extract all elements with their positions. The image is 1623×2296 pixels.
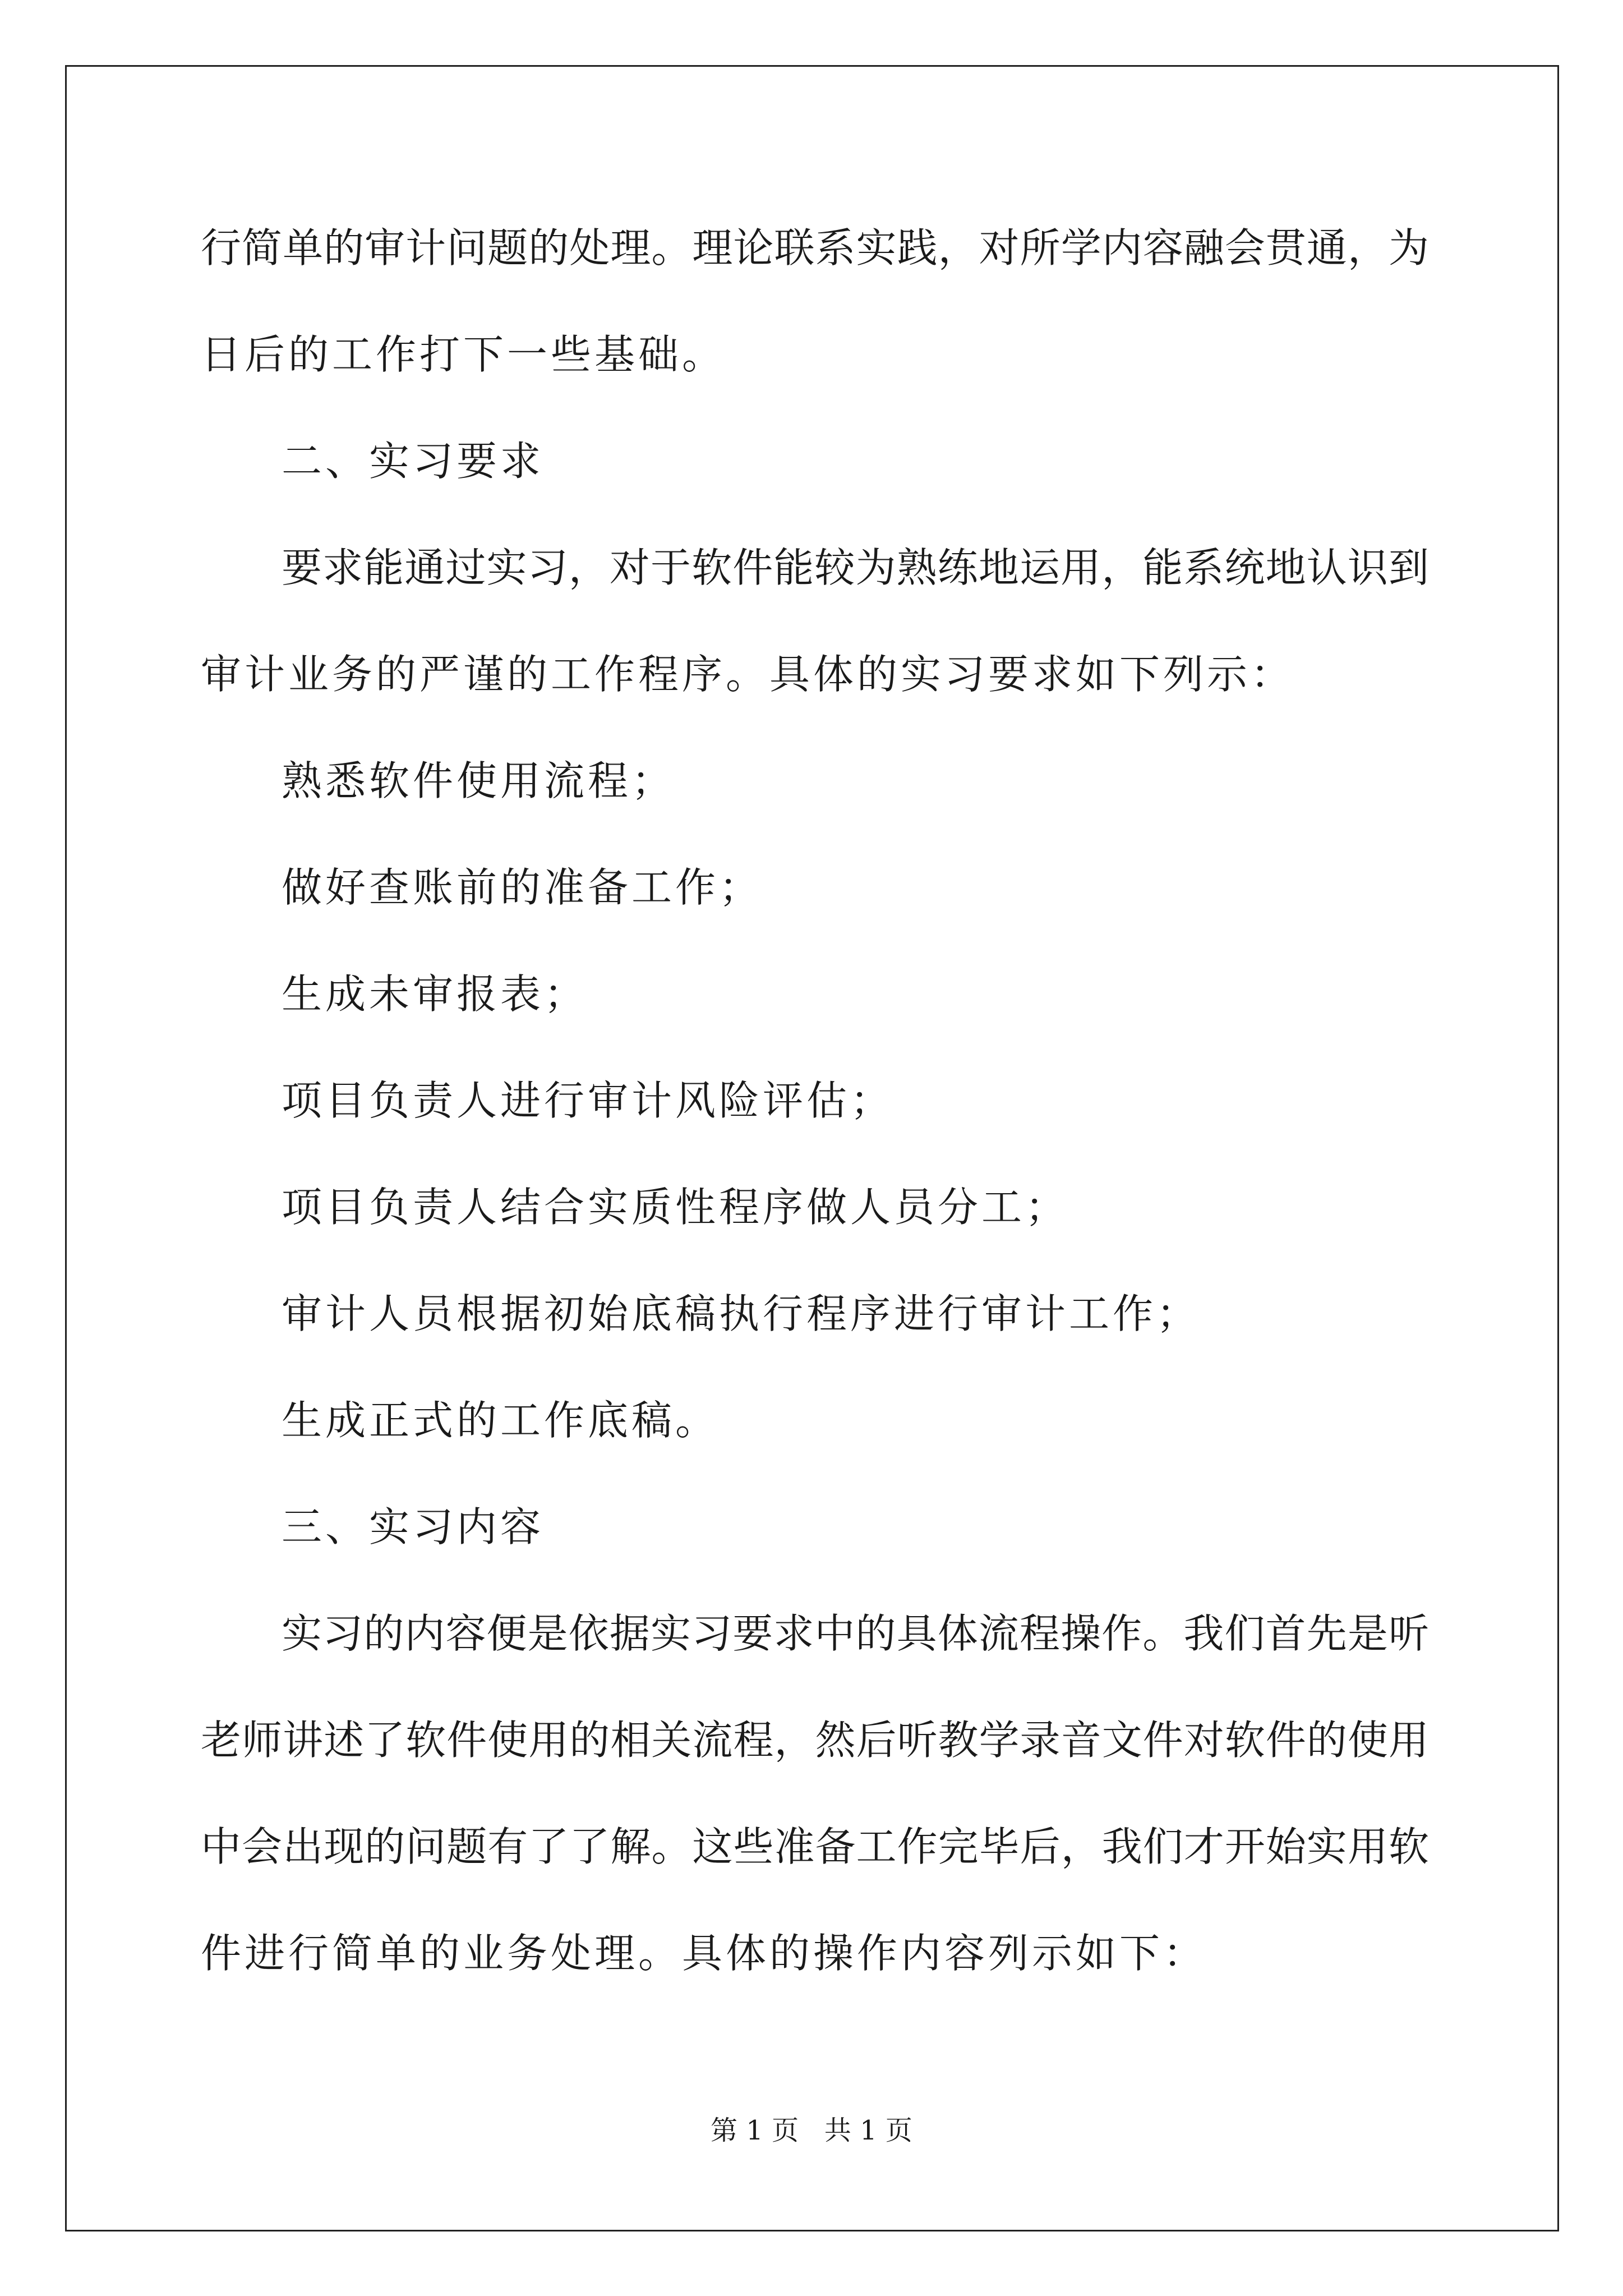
- text-line: 实习的内容便是依据实习要求中的具体流程操作。我们首先是听: [282, 1610, 1429, 1657]
- list-item: 项目负责人结合实质性程序做人员分工；: [282, 1184, 1069, 1231]
- text-line: 日后的工作打下一些基础。: [201, 331, 726, 378]
- text-line: 审计业务的严谨的工作程序。具体的实习要求如下列示：: [201, 651, 1295, 698]
- text-line: 要求能通过实习，对于软件能较为熟练地运用，能系统地认识到: [282, 544, 1429, 591]
- text-line: 件进行简单的业务处理。具体的操作内容列示如下：: [201, 1930, 1207, 1977]
- list-item: 审计人员根据初始底稿执行程序进行审计工作；: [282, 1290, 1201, 1337]
- text-line: 中会出现的问题有了了解。这些准备工作完毕后，我们才开始实用软: [201, 1823, 1429, 1870]
- list-item: 生成正式的工作底稿。: [282, 1397, 720, 1444]
- list-item: 项目负责人进行审计风险评估；: [282, 1077, 895, 1124]
- list-item: 做好查账前的准备工作；: [282, 864, 763, 911]
- page-number-footer: 第 1 页 共 1 页: [711, 2115, 912, 2146]
- section-heading: 三、实习内容: [282, 1503, 545, 1550]
- text-line: 行简单的审计问题的处理。理论联系实践，对所学内容融会贯通，为: [201, 224, 1429, 272]
- list-item: 熟悉软件使用流程；: [282, 757, 676, 804]
- text-line: 老师讲述了软件使用的相关流程，然后听教学录音文件对软件的使用: [201, 1717, 1429, 1764]
- section-heading: 二、实习要求: [282, 438, 545, 485]
- list-item: 生成未审报表；: [282, 970, 588, 1018]
- page-border: [65, 65, 1559, 2231]
